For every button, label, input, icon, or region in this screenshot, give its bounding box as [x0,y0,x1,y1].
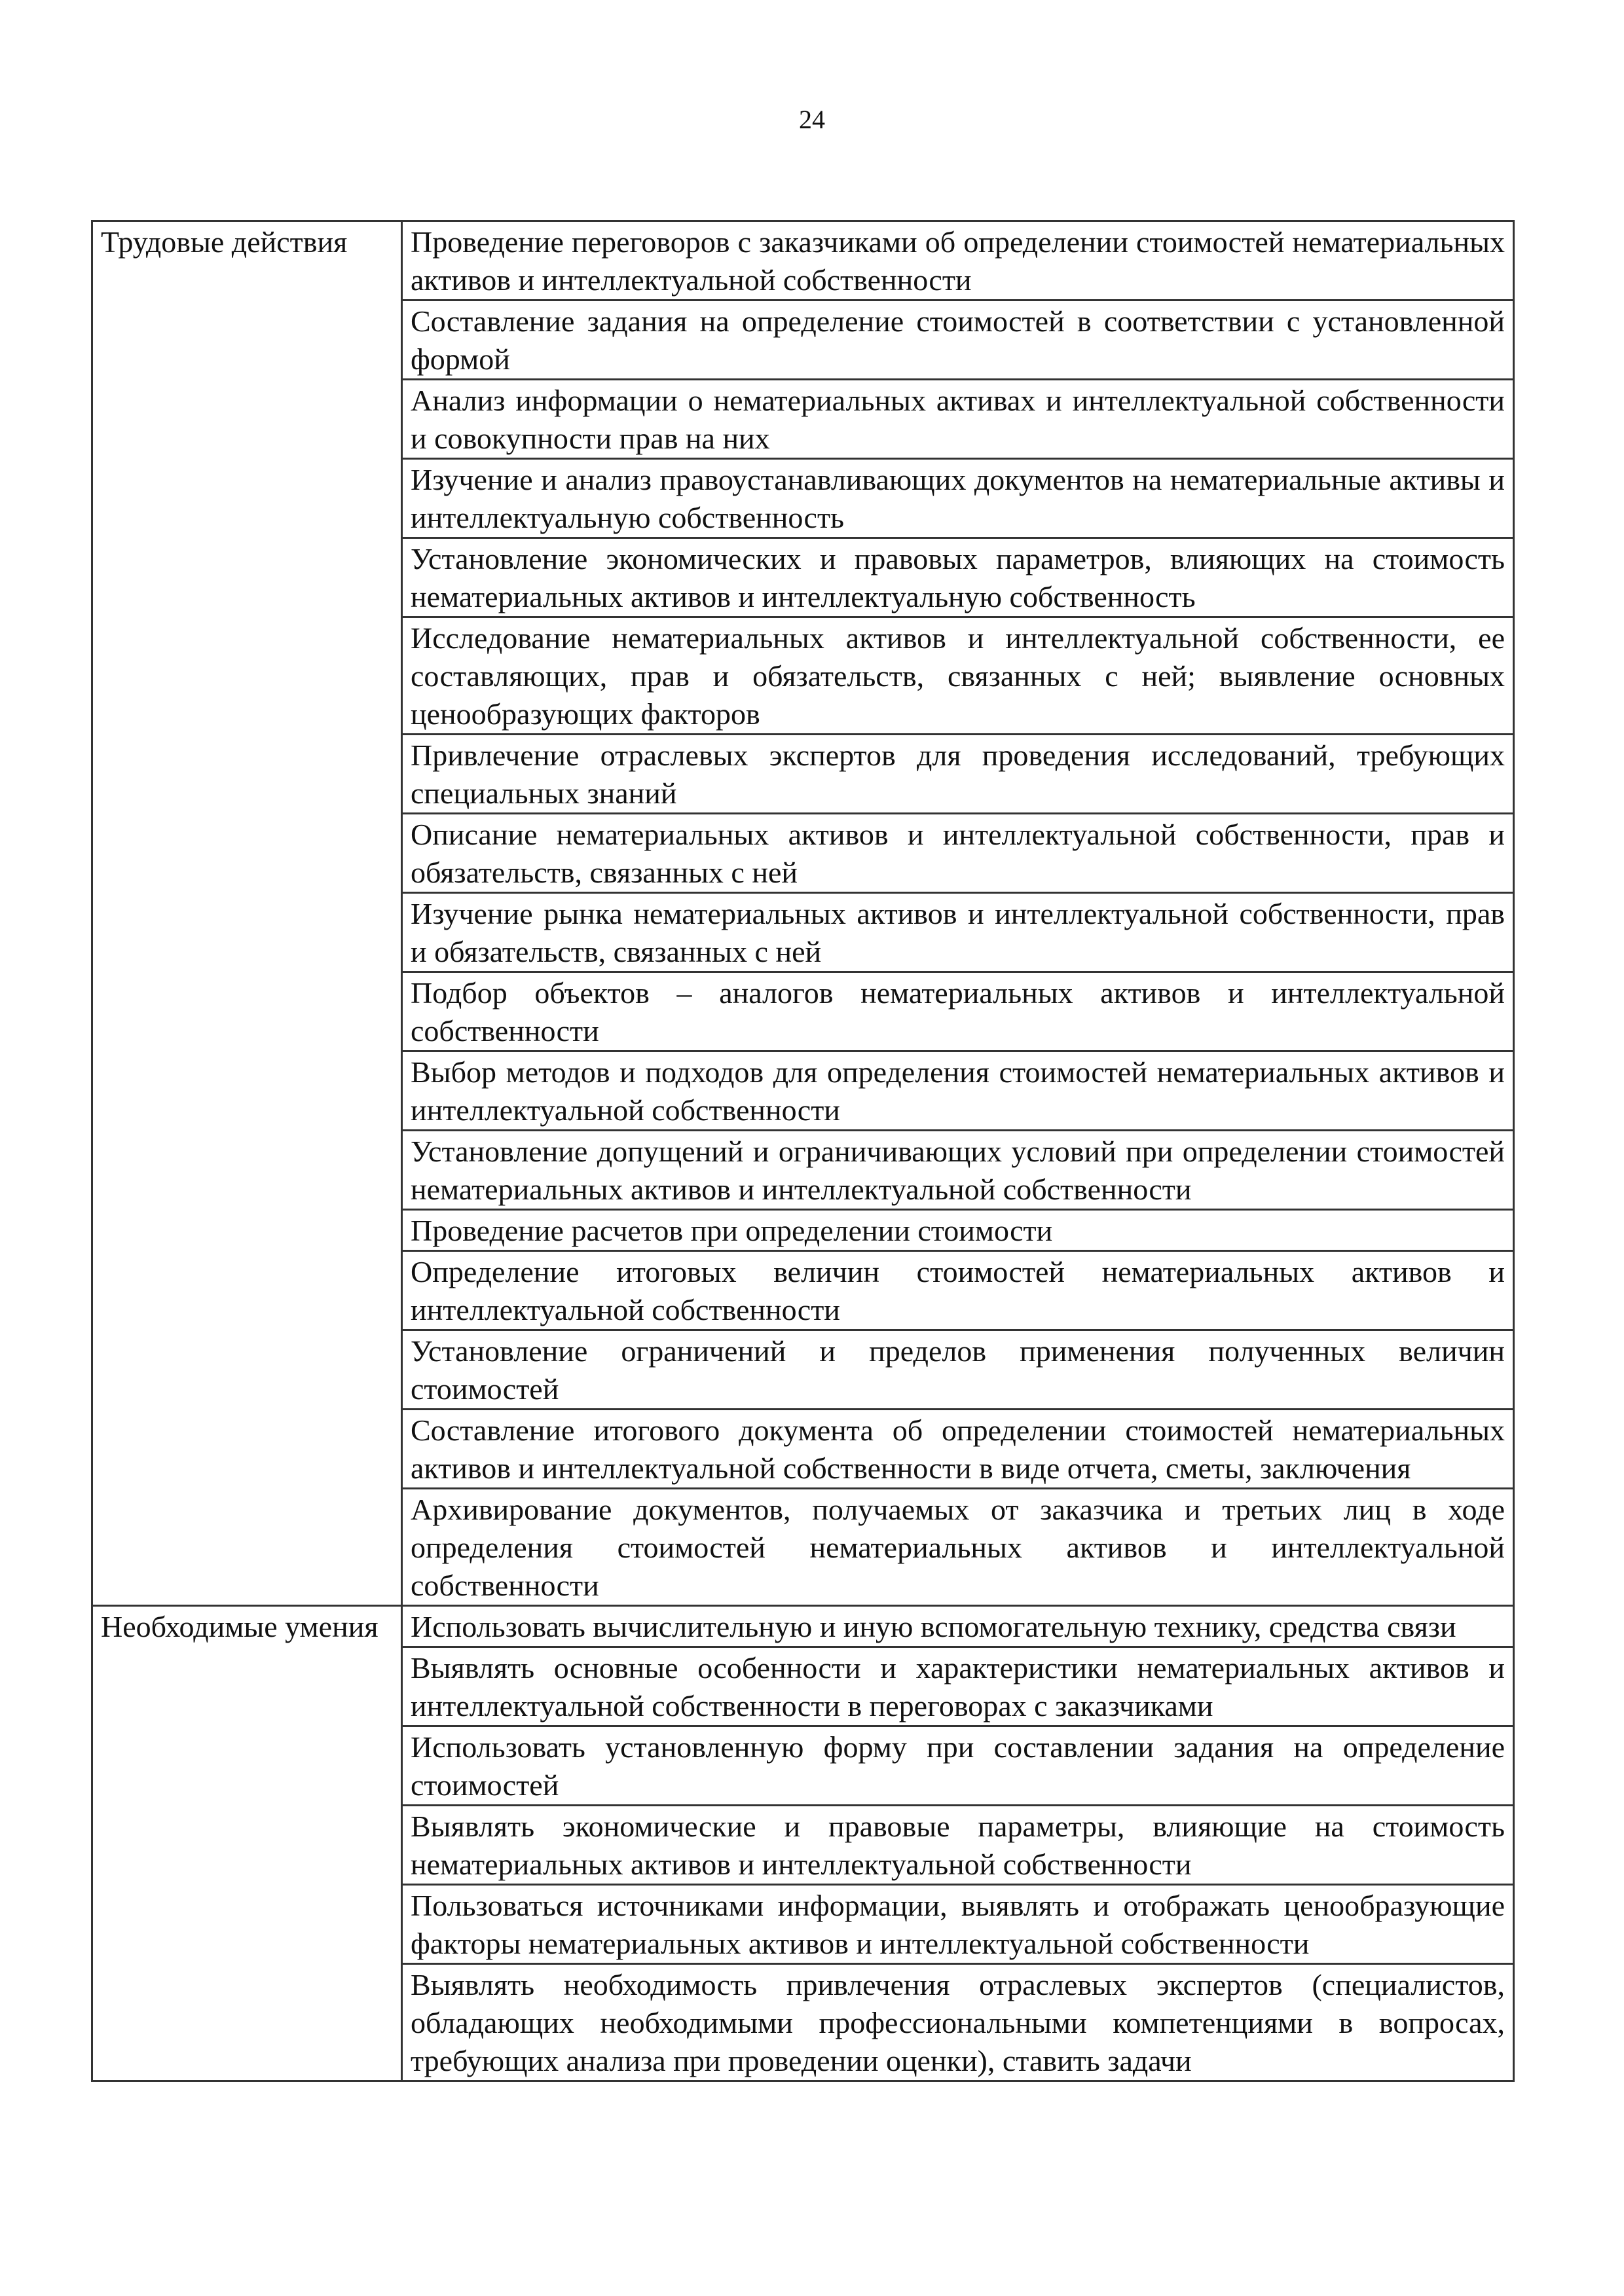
section-item: Подбор объектов – аналогов нематериальных активов и интеллектуальной собственности [402,972,1514,1051]
section-item: Выявлять основные особенности и характеристики нематериальных активов и интеллектуальной собственности в переговорах с заказчиками [402,1647,1514,1726]
section-item: Проведение расчетов при определении стоимости [402,1210,1514,1251]
section-item: Выявлять необходимость привлечения отраслевых экспертов (специалистов, обладающих необходимыми профессиональными компетенциями в вопросах, требующих анализа при проведении оценки), ставить задачи [402,1964,1514,2081]
section-item: Проведение переговоров с заказчиками об определении стоимостей нематериальных активов и интеллектуальной собственности [402,221,1514,301]
section-item: Использовать установленную форму при составлении задания на определение стоимостей [402,1726,1514,1806]
section-label: Необходимые умения [92,1606,402,2081]
section-item: Использовать вычислительную и иную вспомогательную технику, средства связи [402,1606,1514,1647]
table-row [92,1606,1514,1647]
section-item: Архивирование документов, получаемых от заказчика и третьих лиц в ходе определения стоимостей нематериальных активов и интеллектуальной собственности [402,1489,1514,1606]
section-item: Описание нематериальных активов и интеллектуальной собственности, прав и обязательств, связанных с ней [402,814,1514,893]
section-item: Пользоваться источниками информации, выявлять и отображать ценообразующие факторы нематериальных активов и интеллектуальной собственности [402,1885,1514,1964]
section-item: Составление итогового документа об определении стоимостей нематериальных активов и интеллектуальной собственности в виде отчета, сметы, заключения [402,1410,1514,1489]
section-item: Исследование нематериальных активов и интеллектуальной собственности, ее составляющих, прав и обязательств, связанных с ней; выявление основных ценообразующих факторов [402,617,1514,735]
section-item: Установление допущений и ограничивающих условий при определении стоимостей нематериальных активов и интеллектуальной собственности [402,1131,1514,1210]
section-item: Анализ информации о нематериальных активах и интеллектуальной собственности и совокупности прав на них [402,380,1514,459]
section-item: Изучение и анализ правоустанавливающих документов на нематериальные активы и интеллектуальную собственность [402,459,1514,538]
section-label: Трудовые действия [92,221,402,1606]
section-item: Выбор методов и подходов для определения стоимостей нематериальных активов и интеллектуальной собственности [402,1051,1514,1131]
competency-table [91,220,1515,2082]
section-item: Выявлять экономические и правовые параметры, влияющие на стоимость нематериальных активов и интеллектуальной собственности [402,1806,1514,1885]
section-item: Определение итоговых величин стоимостей нематериальных активов и интеллектуальной собственности [402,1251,1514,1330]
section-item: Установление ограничений и пределов применения полученных величин стоимостей [402,1330,1514,1410]
page-number: 24 [799,105,825,134]
section-item: Составление задания на определение стоимостей в соответствии с установленной формой [402,301,1514,380]
table-row [92,221,1514,301]
competency-table-body [92,221,1514,2081]
section-item: Установление экономических и правовых параметров, влияющих на стоимость нематериальных активов и интеллектуальную собственность [402,538,1514,617]
section-item: Привлечение отраслевых экспертов для проведения исследований, требующих специальных знаний [402,735,1514,814]
section-item: Изучение рынка нематериальных активов и интеллектуальной собственности, прав и обязательств, связанных с ней [402,893,1514,972]
